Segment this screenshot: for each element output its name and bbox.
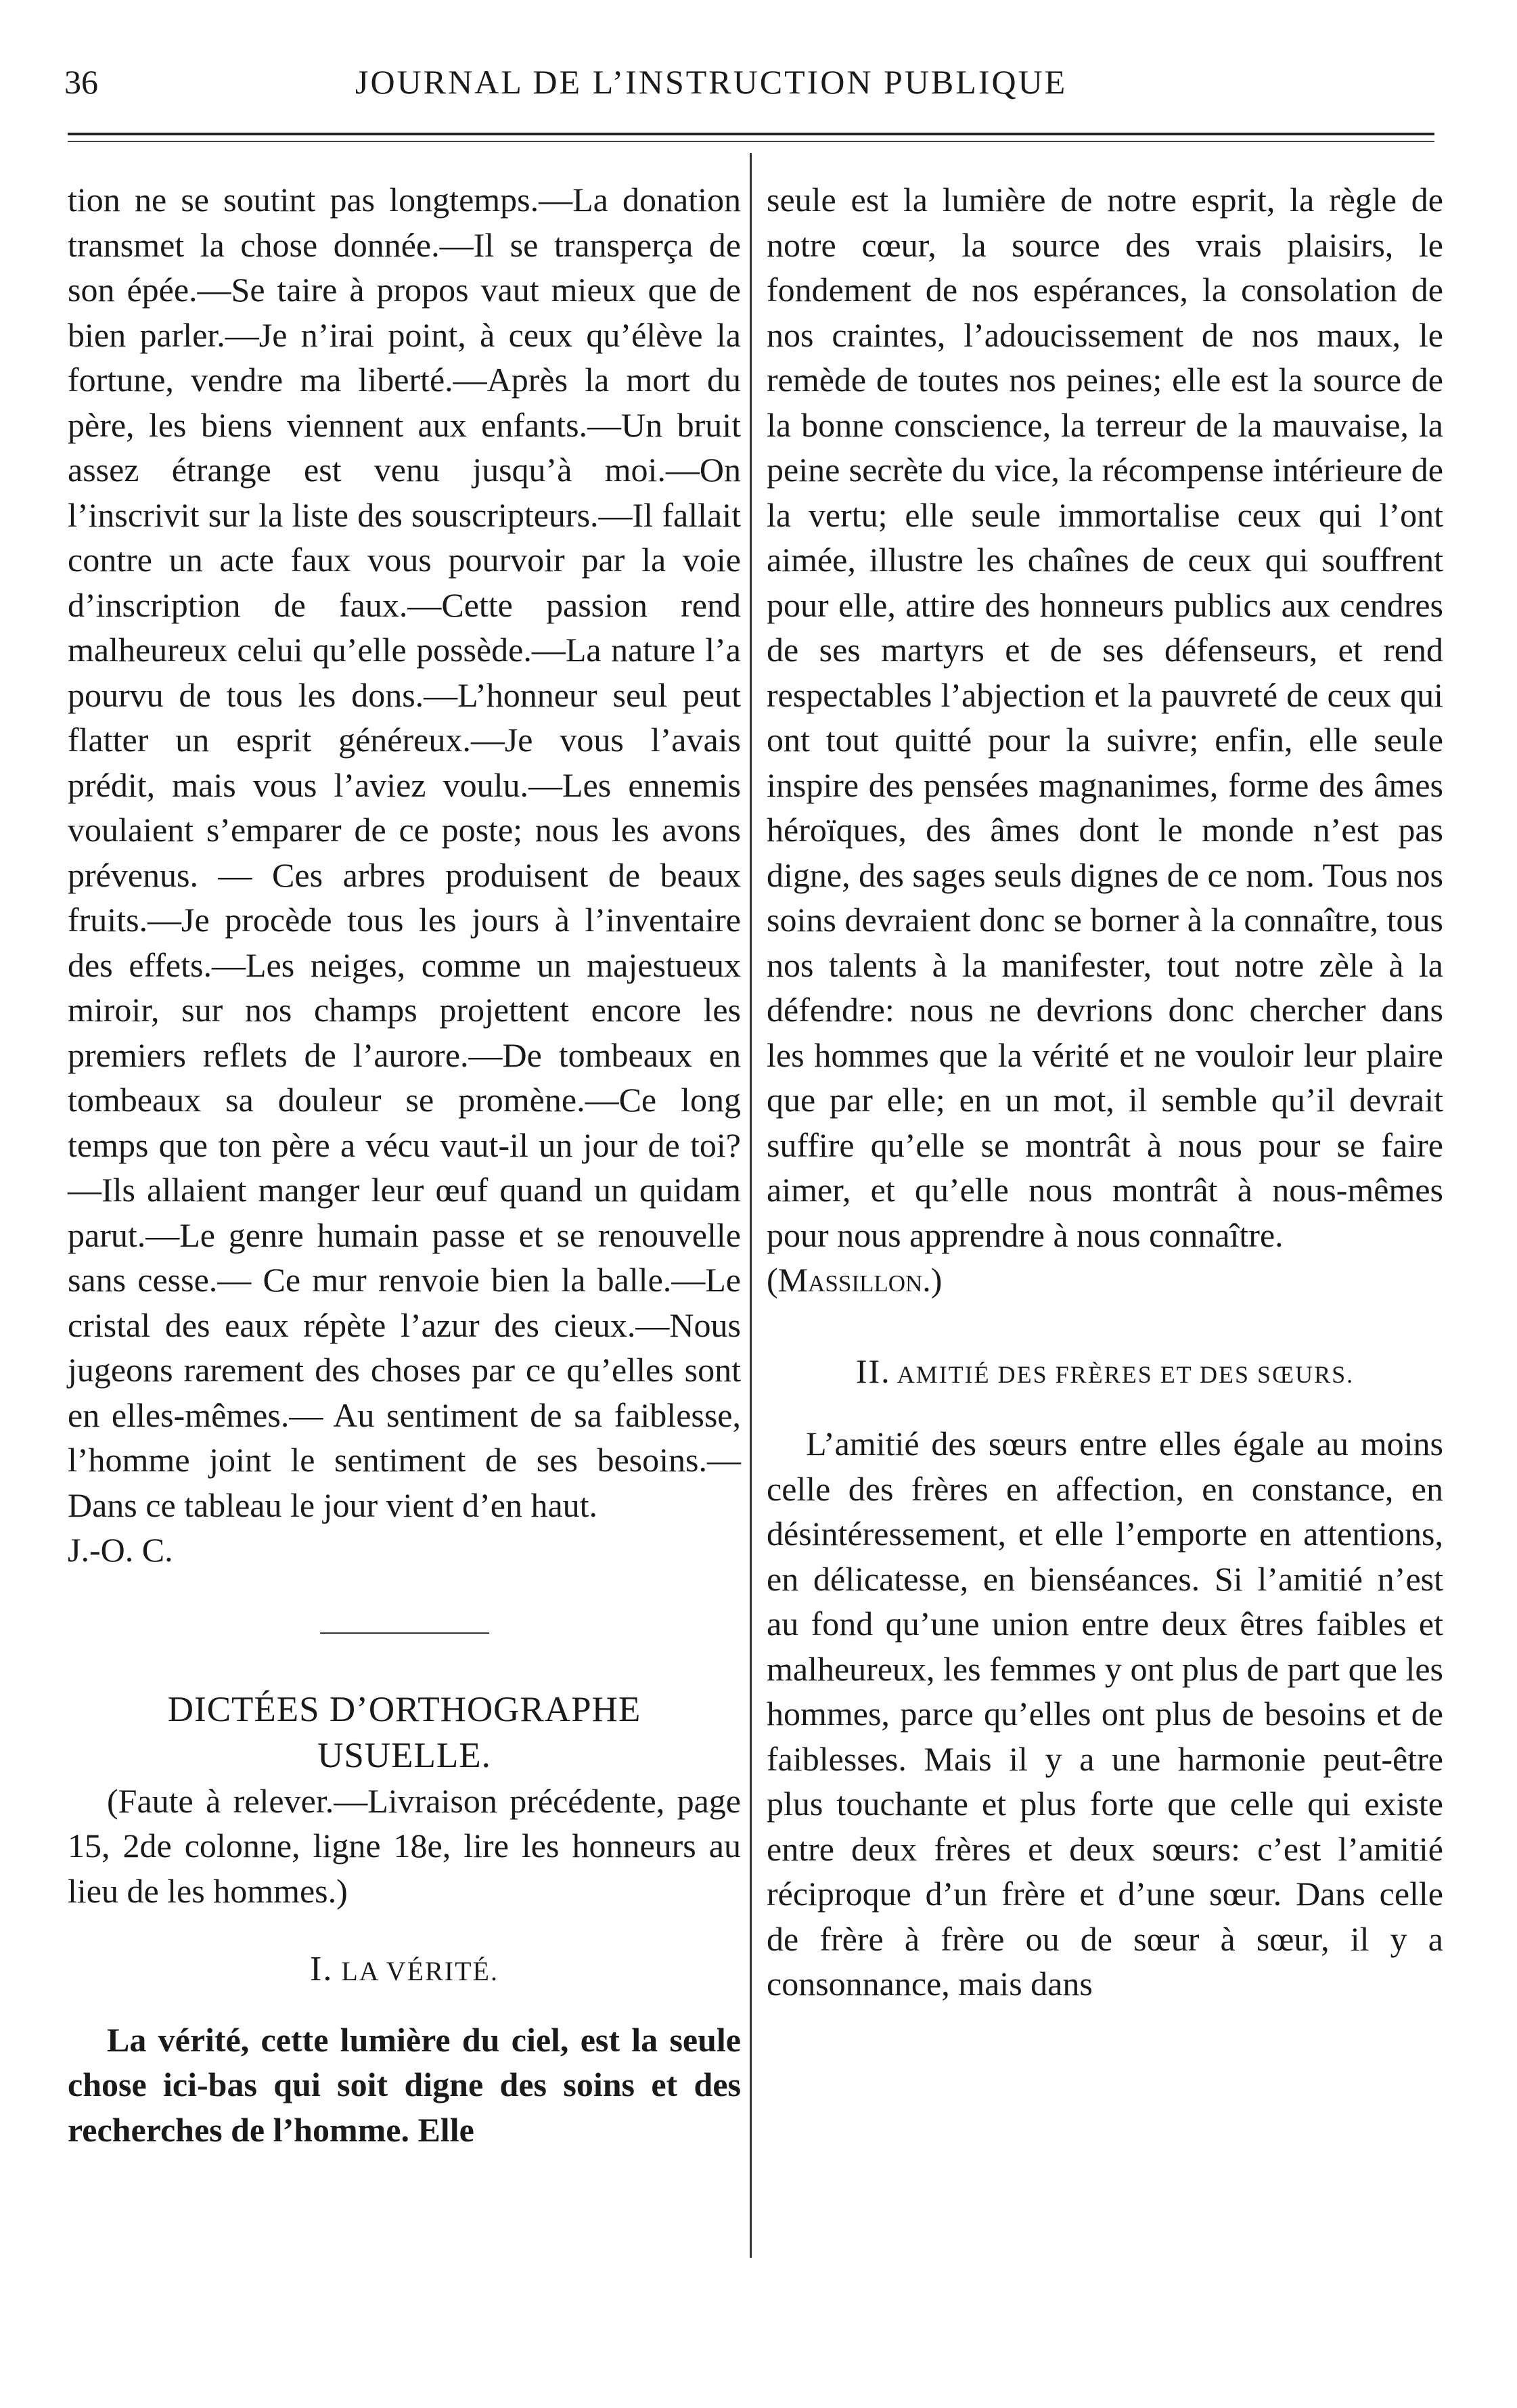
header-rule-thin: [68, 141, 1434, 142]
attribution: [767, 1257, 1443, 1303]
section-2-heading: [767, 1349, 1443, 1398]
section-1-number: I.: [310, 1950, 334, 1988]
right-column: [767, 177, 1443, 2007]
faute-note: (Faute à relever.—Livraison précédente, page 15, 2de colonne, ligne 18e, lire les honneurs au lieu de les hommes.): [68, 1781, 741, 1910]
header-rule-thick: [68, 133, 1434, 135]
section-1-title: LA VÉRITÉ.: [341, 1956, 499, 1986]
section-1-start: La vérité, cette lumière du ciel, est la seule chose ici-bas qui soit digne des soins et des recherches de l’homme. Elle: [68, 2020, 741, 2149]
column-divider: [750, 153, 752, 2258]
section-2-number: II.: [855, 1352, 891, 1390]
section-1-heading: [68, 1947, 741, 1994]
page-header: [64, 62, 1445, 110]
verite-continued: seule est la lumière de notre esprit, la règle de notre cœur, la source des vrais plaisirs, le fondement de nos espérances, la consolation de nos craintes, l’adoucissement de nos maux, le remède de toutes nos peines; elle est la source de la bonne conscience, la terreur de la mauvaise, la peine secrète du vice, la récompense intérieure de la vertu; elle seule immortalise ceux qui l’ont aimée, illustre les chaînes de ceux qui souffrent pour elle, attire des honneurs publics aux cendres de ses martyrs et de ses défenseurs, et rend respectables l’abjection et la pauvreté de ceux qui ont tout quitté pour la suivre; enfin, elle seule inspire des pensées magnanimes, forme des âmes héroïques, des âmes dont le monde n’est pas digne, des sages seuls dignes de ce nom. Tous nos soins devraient donc se borner à la connaître, tous nos talents à la manifester, tout notre zèle à la défendre: nous ne devrions donc chercher dans les hommes que la vérité et ne vouloir leur plaire que par elle; en un mot, il semble qu’il devrait suffire qu’elle se montrât à nous pour se faire aimer, et qu’elle nous montrât à nous-mêmes pour nous apprendre à nous connaître.: [767, 181, 1443, 1254]
left-column: [68, 177, 741, 2152]
attribution-text: (Massillon.): [767, 1261, 943, 1299]
section-2-title: AMITIÉ DES FRÈRES ET DES SŒURS.: [897, 1360, 1355, 1388]
signature: J.-O. C.: [68, 1531, 173, 1569]
opening-paragraph: tion ne se soutint pas longtemps.—La donation transmet la chose donnée.—Il se transperça de son épée.—Se taire à propos vaut mieux que de bien parler.—Je n’irai point, à ceux qu’élève la fortune, vendre ma liberté.—Après la mort du père, les biens viennent aux enfants.—Un bruit assez étrange est venu jusqu’à moi.—On l’inscrivit sur la liste des souscripteurs.—Il fallait contre un acte faux vous pourvoir par la voie d’inscription de faux.—Cette passion rend malheureux celui qu’elle possède.—La nature l’a pourvu de tous les dons.—L’honneur seul peut flatter un esprit généreux.—Je vous l’avais prédit, mais vous l’aviez voulu.—Les ennemis voulaient s’emparer de ce poste; nous les avons prévenus. — Ces arbres produisent de beaux fruits.—Je procède tous les jours à l’inventaire des effets.—Les neiges, comme un majestueux miroir, sur nos champs projettent encore les premiers reflets de l’aurore.—De tombeaux en tombeaux sa douleur se promène.—Ce long temps que ton père a vécu vaut-il un jour de toi?—Ils allaient manger leur œuf quand un quidam parut.—Le genre humain passe et se renouvelle sans cesse.— Ce mur renvoie bien la balle.—Le cristal des eaux répète l’azur des cieux.—Nous jugeons rarement des choses par ce qu’elles sont en elles-mêmes.— Au sentiment de sa faiblesse, l’homme joint le sentiment de ses besoins.—Dans ce tableau le jour vient d’en haut.: [68, 181, 741, 1524]
section-separator: [320, 1632, 489, 1634]
running-title: JOURNAL DE L’INSTRUCTION PUBLIQUE: [355, 63, 1068, 101]
section-2-text: L’amitié des sœurs entre elles égale au moins celle des frères en affection, en constance, en désintéressement, et elle l’emporte en attentions, en délicatesse, en bienséances. Si l’amitié n’est au fond qu’une union entre deux êtres faibles et malheureux, les femmes y ont plus de part que les hommes, parce qu’elles ont plus de besoins et de faiblesses. Mais il y a une harmonie peut-être plus touchante et plus forte que celle qui existe entre deux frères et deux sœurs: c’est l’amitié réciproque d’un frère et d’une sœur. Dans celle de frère à frère ou de sœur à sœur, il y a consonnance, mais dans: [767, 1425, 1443, 2003]
dictees-title: [68, 1687, 741, 1779]
dictees-title-line1: DICTÉES D’ORTHOGRAPHE: [167, 1689, 641, 1729]
dictees-title-line2: USUELLE.: [317, 1735, 491, 1775]
page-number: 36: [64, 63, 98, 101]
